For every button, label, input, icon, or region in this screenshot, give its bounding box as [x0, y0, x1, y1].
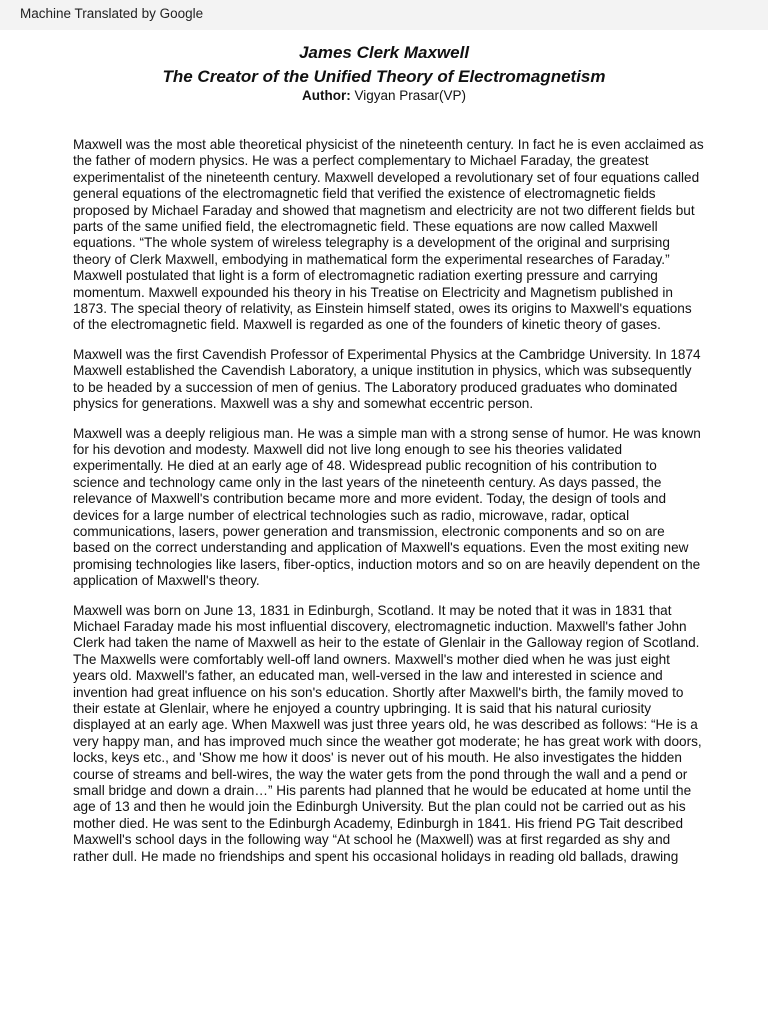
document-body [73, 137, 705, 878]
paragraph-2: Maxwell was the first Cavendish Professor of Experimental Physics at the Cambridge University. In 1874 Maxwell established the Cavendish Laboratory, a unique institution in physics, which was subsequently to be headed by a succession of men of genius. The Laboratory produced graduates who dominated physics for generations. Maxwell was a shy and somewhat eccentric person. [73, 346, 701, 412]
paragraph-4: Maxwell was born on June 13, 1831 in Edinburgh, Scotland. It may be noted that it was in 1831 that Michael Faraday made his most influential discovery, electromagnetic induction. Maxwell's father John Clerk had taken the name of Maxwell as heir to the estate of Glenlair in the Galloway region of Scotland. The Maxwells were comfortably well-off land owners. Maxwell's mother died when he was just eight years old. Maxwell's father, an educated man, well-versed in the law and interested in science and invention had great influence on his son's education. Shortly after Maxwell's birth, the family moved to their estate at Glenlair, where he enjoyed a country upbringing. It is said that his natural curiosity displayed at an early age. When Maxwell was just three years old, he was described as follows: “He is a very happy man, and has improved much since the weather got moderate; he has great work with doors, locks, keys etc., and 'Show me how it doos' is never out of his mouth. He also investigates the hidden course of streams and bell-wires, the way the water gets from the pond through the wall and a pend or small bridge and down a drain…” His parents had planned that he would be educated at home until the age of 13 and then he would join the Edinburgh University. But the plan could not be carried out as his mother died. He was sent to the Edinburgh Academy, Edinburgh in 1841. His friend PG Tait described Maxwell's school days in the following way “At school he (Maxwell) was at first regarded as shy and rather dull. He made no friendships and spent his occasional holidays in reading old ballads, drawing [73, 602, 702, 864]
paragraph-1: Maxwell was the most able theoretical physicist of the nineteenth century. In fact he is even acclaimed as the father of modern physics. He was a perfect complementary to Michael Faraday, the greatest experimentalist of the nineteenth century. Maxwell developed a revolutionary set of four equations called general equations of the electromagnetic field that verified the existence of electromagnetic fields proposed by Michael Faraday and showed that magnetism and electricity are not two different fields but parts of the same unified field, the electromagnetic field. These equations are now called Maxwell equations. “The whole system of wireless telegraphy is a development of the original and surprising theory of Clerk Maxwell, embodying in mathematical form the experimental researches of Faraday.” Maxwell postulated that light is a form of electromagnetic radiation exerting pressure and carrying momentum. Maxwell expounded his theory in his Treatise on Electricity and Magnetism published in 1873. The special theory of relativity, as Einstein himself stated, owes its origins to Maxwell's equations of the electromagnetic field. Maxwell is regarded as one of the founders of kinetic theory of gases. [73, 137, 704, 333]
author-label: Author: [301, 88, 351, 103]
paragraph-3: Maxwell was a deeply religious man. He was a simple man with a strong sense of humor. He was known for his devotion and modesty. Maxwell did not live long enough to see his theories validated experimentally. He died at an early age of 48. Widespread public recognition of his contribution to science and technology came only in the last years of the nineteenth century. As days passed, the relevance of Maxwell's contribution became more and more evident. Today, the design of tools and devices for a large number of electrical technologies such as radio, microwave, radar, optical communications, lasers, power generation and transmission, electronic components and so on are based on the correct understanding and application of Maxwell's equations. Even the most exiting new promising technologies like lasers, fiber-optics, induction motors and so on are heavily dependent on the application of Maxwell's theory. [73, 425, 701, 589]
banner-text: Machine Translated by Google [20, 6, 204, 21]
document-header [0, 42, 768, 104]
author-line [0, 88, 768, 104]
translation-banner [0, 0, 768, 30]
document-title: James Clerk Maxwell [298, 43, 470, 62]
author-name: Vigyan Prasar(VP) [350, 88, 467, 103]
document-subtitle: The Creator of the Unified Theory of Electromagnetism [162, 67, 606, 86]
